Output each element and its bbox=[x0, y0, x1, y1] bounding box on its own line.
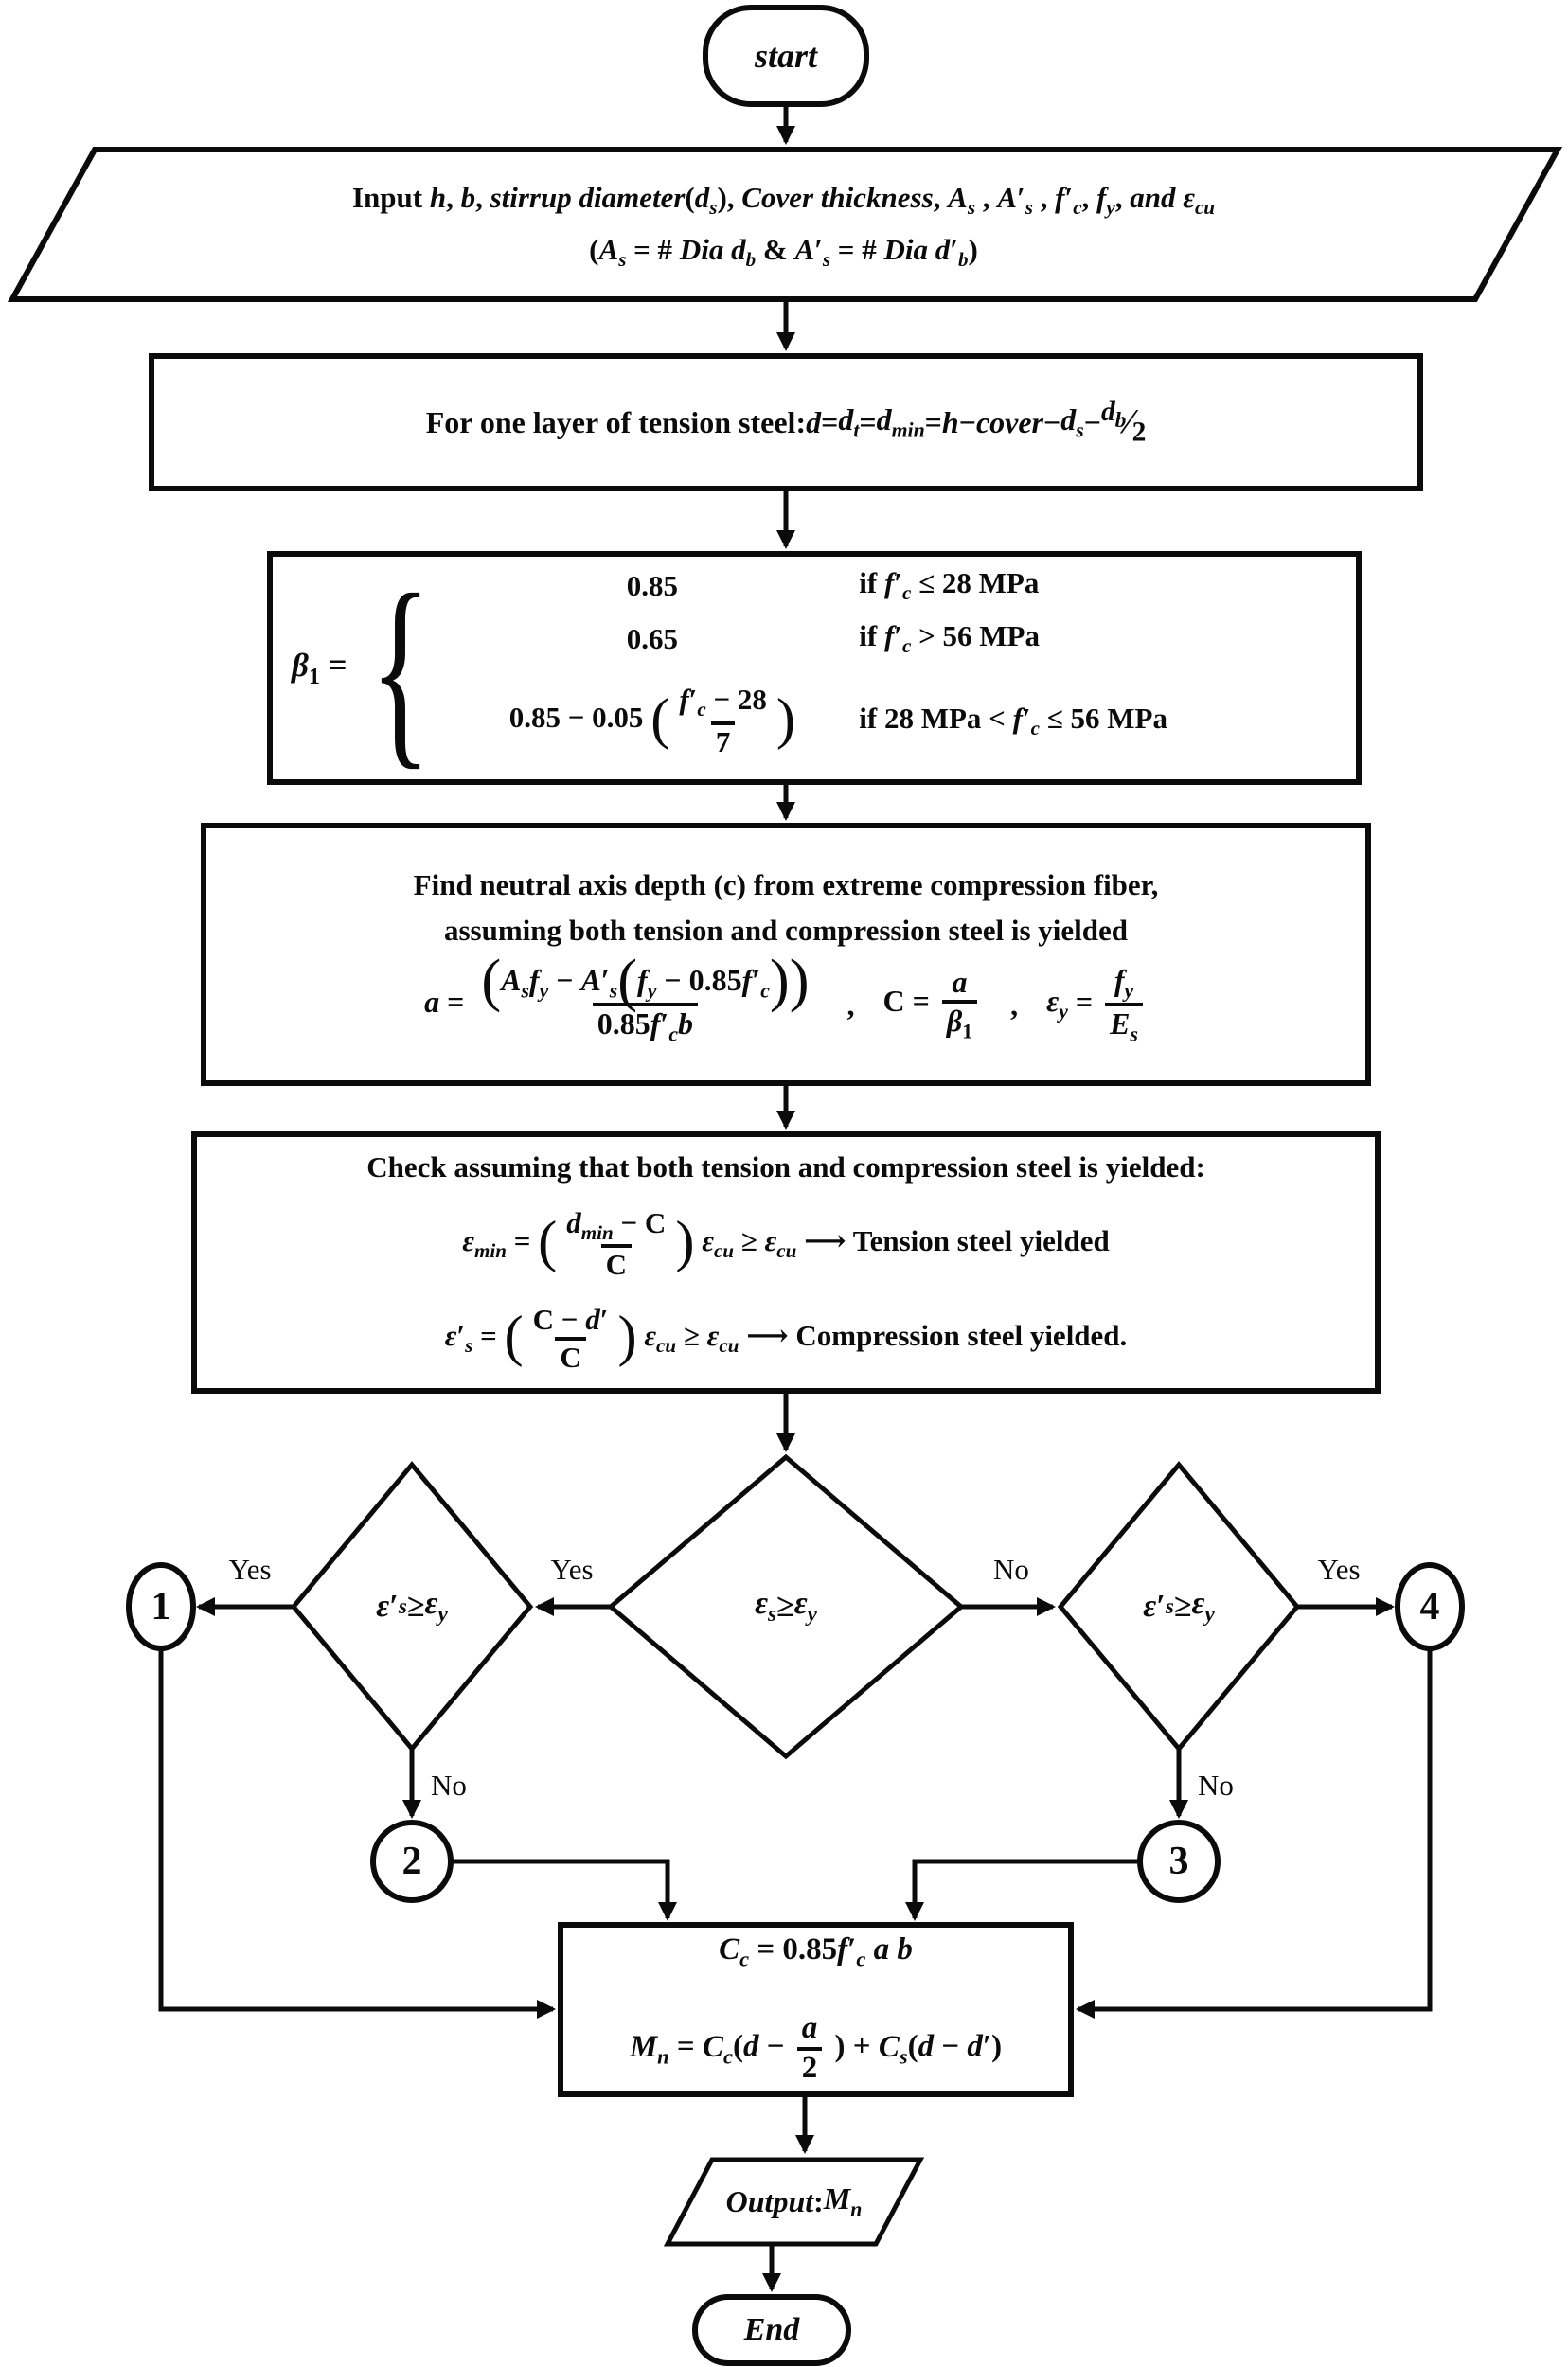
formula-c: C = $\frac{a}{\beta_1}$ bbox=[882, 965, 982, 1043]
connector-2-label: 2 bbox=[401, 1840, 422, 1883]
edge-label-no-center: No bbox=[993, 1553, 1029, 1586]
neutral-axis-formulas bbox=[424, 948, 1148, 1047]
path-circle2-to-final-box bbox=[451, 1861, 668, 1918]
beta1-case-value: 0.85 − 0.05 ( $\frac{f'_c - 28}{7}$ ) bbox=[508, 683, 796, 758]
neutral-axis-block bbox=[213, 833, 1359, 1076]
one-layer-formula: For one layer of tension steel: d = $d_t$ = $d_{min}$ = h − cover − $d_s$ − $^{d_b}⁄_2$ bbox=[425, 396, 1147, 448]
path-circle4-to-final-box bbox=[1078, 1648, 1430, 2009]
input-statement-line2: ($A_s$ = # Dia $d_b$ & $A'_s$ = # Dia $d'_b$) bbox=[589, 233, 978, 272]
neutral-axis-title-line2: assuming both tension and compression steel is yielded bbox=[443, 913, 1128, 947]
final-line-mn: $M_n = C_c(d$ − $\frac{a}{2}$ ) + $C_s(d - d')$ bbox=[629, 2011, 1003, 2086]
formula-a: a = $(A_sf_y - A'_s(f_y - 0.85f'_c))$ $0.85f'_cb$ bbox=[424, 948, 810, 1046]
output-label: Output : $M_n$ bbox=[725, 2181, 863, 2221]
final-block bbox=[568, 1932, 1063, 2087]
edge-label-yes-center: Yes bbox=[550, 1553, 594, 1586]
edge-label-yes-left: Yes bbox=[228, 1553, 272, 1586]
beta1-case-condition: if $f'_c > 56$ MPa bbox=[859, 618, 1040, 658]
beta1-case-condition: if 28 MPa < $f'_c \le 56$ MPa bbox=[859, 701, 1167, 740]
edge-label-no-right-down: No bbox=[1198, 1769, 1234, 1802]
beta1-cases bbox=[446, 560, 1345, 777]
path-circle1-to-final-box bbox=[161, 1648, 553, 2009]
edge-label-yes-right: Yes bbox=[1317, 1553, 1361, 1586]
input-statement bbox=[52, 159, 1515, 292]
connector-4-label: 4 bbox=[1419, 1585, 1440, 1628]
beta1-case-row bbox=[446, 613, 1345, 666]
formula-separator: , bbox=[1010, 987, 1019, 1022]
path-circle3-to-final-box bbox=[915, 1861, 1140, 1918]
left-decision-label: ε ′ s ≥ $\varepsilon_y$ bbox=[376, 1586, 448, 1627]
beta1-case-row bbox=[446, 560, 1345, 613]
connector-3-label: 3 bbox=[1168, 1840, 1189, 1883]
edge-label-no-left-down: No bbox=[431, 1769, 467, 1802]
check-line-tension: $\varepsilon_{min}$ = ( $d_{min} - C$ C ) $\varepsilon_{cu} \ge \varepsilon_{cu}$ ⟶ Tension steel yielded bbox=[462, 1205, 1110, 1282]
beta1-lhs: $\beta_1$ = bbox=[292, 646, 347, 689]
beta1-case-value: 0.85 bbox=[626, 568, 679, 602]
start-label: start bbox=[754, 37, 818, 75]
check-line-compression: $\varepsilon'_s$ = ( $\frac{C - d'}{C}$ ) $\varepsilon_{cu} \ge \varepsilon_{cu}$ ⟶ Compression steel yielded. bbox=[444, 1303, 1128, 1375]
beta1-case-condition: if $f'_c \le 28$ MPa bbox=[859, 565, 1040, 605]
input-statement-line1: Input h, b, stirrup $diameter(d_s)$, Cover thickness, $A_s$ , $A'_s$ , $f'_c$, $f_y$, and $\varepsilon_{cu}$ bbox=[351, 180, 1216, 220]
beta1-case-row bbox=[446, 666, 1345, 777]
check-block bbox=[208, 1140, 1363, 1385]
check-title: Check assuming that both tension and compression steel is yielded: bbox=[366, 1150, 1205, 1184]
beta1-case-value: 0.65 bbox=[626, 621, 679, 655]
end-label: End bbox=[743, 2312, 800, 2347]
center-decision-label: $\varepsilon_s$ ≥ $\varepsilon_y$ bbox=[755, 1586, 817, 1627]
connector-1-label: 1 bbox=[151, 1585, 171, 1628]
formula-epsilon-y: $\varepsilon_y$ = $\frac{f_y}{E_s}$ bbox=[1046, 963, 1148, 1047]
final-line-cc: $C_c = 0.85f'_c$ a b bbox=[719, 1932, 913, 1971]
formula-separator: , bbox=[846, 987, 855, 1022]
neutral-axis-title-line1: Find neutral axis depth (c) from extreme compression fiber, bbox=[413, 867, 1159, 901]
right-decision-label: ε ′ s ≥ $\varepsilon_y$ bbox=[1143, 1586, 1215, 1627]
beta1-assignment: $\beta_1$ = { 0.85 if $f'_c \le 28$ MPa 0.65 if $f'_c > 56$ MPa 0.85 − 0.05 ( $\frac{f'_c - 28}{7}$ ) if 28 MPa < $f'_c \le 56$ MPa bbox=[284, 558, 1345, 778]
